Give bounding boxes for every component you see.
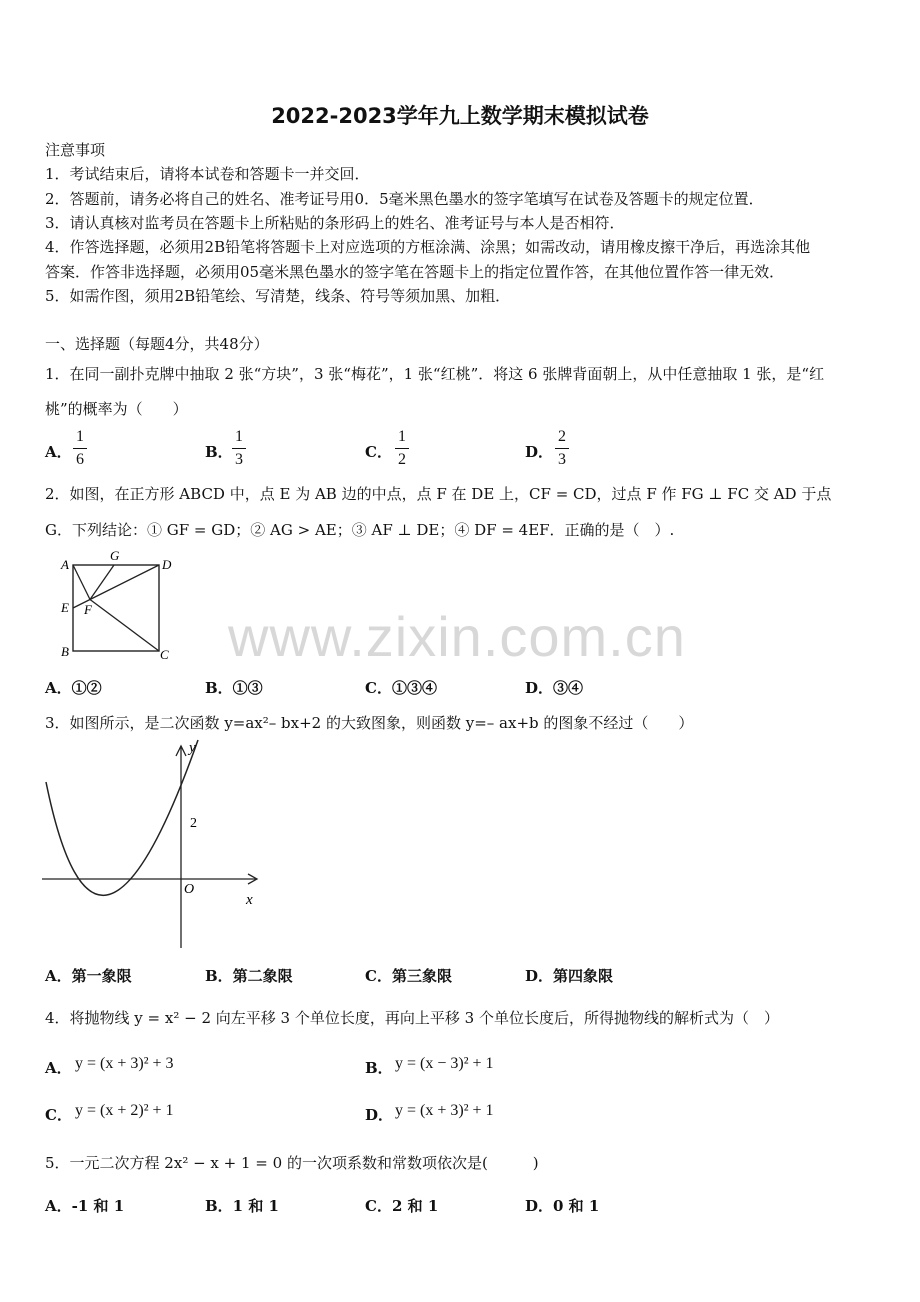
label-e: E	[61, 600, 69, 615]
label-c: C	[160, 647, 169, 660]
label-b: B	[61, 644, 69, 659]
numerator: 1	[398, 428, 406, 445]
notice-item-5: 5．如需作图，须用2B铅笔绘、写清楚，线条、符号等须加黑、加粗．	[45, 287, 511, 305]
label-d: D	[162, 557, 172, 572]
q5-option-d: D．0 和 1	[525, 1197, 600, 1215]
q5-text-line1: 5．一元二次方程 2x² − x + 1 = 0 的一次项系数和常数项依次是( )	[45, 1154, 539, 1172]
y-axis-label: y	[189, 740, 196, 756]
q4-option-b-expr: y = (x − 3)² + 1	[395, 1055, 494, 1072]
y-intercept-label: 2	[190, 816, 197, 831]
segment-fg	[90, 565, 114, 600]
fraction-bar	[232, 448, 246, 449]
page-title: 2022-2023学年九上数学期末模拟试卷	[271, 104, 649, 128]
q4-option-a-expr: y = (x + 3)² + 3	[75, 1055, 174, 1072]
notice-heading: 注意事项	[45, 141, 106, 159]
label-g: G	[110, 548, 120, 563]
segment-fc	[90, 600, 159, 652]
q3-parabola-graph	[38, 738, 268, 953]
q4-option-d-expr: y = (x + 3)² + 1	[395, 1102, 494, 1119]
segment-af	[73, 565, 90, 600]
q1-option-a-fraction	[73, 428, 87, 469]
q4-text-line1: 4．将抛物线 y = x² − 2 向左平移 3 个单位长度，再向上平移 3 个单位长度后，所得抛物线的解析式为（ ）	[45, 1009, 779, 1027]
q2-option-d: D．③④	[525, 679, 584, 697]
q1-option-a-label: A．	[45, 443, 72, 461]
q5-option-c: C．2 和 1	[365, 1197, 439, 1215]
watermark: www.zixin.com.cn	[228, 605, 686, 668]
notice-item-2: 2．答题前，请务必将自己的姓名、准考证号用0．5毫米黑色墨水的签字笔填写在试卷及答题卡的规定位置．	[45, 190, 764, 208]
label-a: A	[61, 557, 69, 572]
denominator: 3	[558, 451, 566, 468]
denominator: 2	[398, 451, 406, 468]
q4-option-c-expr: y = (x + 2)² + 1	[75, 1102, 174, 1119]
q1-option-b-label: B．	[205, 443, 233, 461]
fraction-bar	[555, 448, 569, 449]
notice-item-4: 4．作答选择题，必须用2B铅笔将答题卡上对应选项的方框涂满、涂黑；如需改动，请用橡皮擦干净后，再选涂其他	[45, 238, 811, 256]
denominator: 3	[235, 451, 243, 468]
numerator: 1	[76, 428, 84, 445]
q2-square-figure	[58, 548, 178, 660]
q4-option-b-label: B．	[365, 1059, 393, 1077]
q1-option-c-label: C．	[365, 443, 392, 461]
q3-option-b: B．第二象限	[205, 967, 293, 985]
notice-item-4-cont: 答案．作答非选择题，必须用05毫米黑色墨水的签字笔在答题卡上的指定位置作答，在其他位置作答一律无效．	[45, 263, 785, 281]
q4-option-a-label: A．	[45, 1059, 72, 1077]
x-axis-label: x	[246, 892, 253, 908]
q4-option-c-label: C．	[45, 1106, 72, 1124]
q1-text-line1: 1．在同一副扑克牌中抽取 2 张“方块”，3 张“梅花”，1 张“红桃”．将这 6 张牌背面朝上，从中任意抽取 1 张，是“红	[45, 365, 825, 383]
denominator: 6	[76, 451, 84, 468]
q2-option-a: A．①②	[45, 679, 102, 697]
notice-item-1: 1．考试结束后，请将本试卷和答题卡一并交回．	[45, 165, 370, 183]
fraction-bar	[73, 448, 87, 449]
section-heading: 一、选择题（每题4分，共48分）	[45, 335, 269, 353]
q5-option-b: B．1 和 1	[205, 1197, 279, 1215]
q1-option-d-label: D．	[525, 443, 554, 461]
q3-option-a: A．第一象限	[45, 967, 132, 985]
q2-option-b: B．①③	[205, 679, 263, 697]
q3-option-c: C．第三象限	[365, 967, 452, 985]
fraction-bar	[395, 448, 409, 449]
numerator: 1	[235, 428, 243, 445]
q1-option-b-fraction	[232, 428, 246, 469]
label-f: F	[84, 602, 92, 617]
q2-text-line1: 2．如图，在正方形 ABCD 中，点 E 为 AB 边的中点，点 F 在 DE 上，CF = CD，过点 F 作 FG ⊥ FC 交 AD 于点	[45, 485, 832, 503]
q5-option-a: A．-1 和 1	[45, 1197, 125, 1215]
q2-text-line2: G．下列结论：① GF = GD；② AG > AE；③ AF ⊥ DE；④ DF = 4EF．正确的是（ ）.	[45, 521, 675, 539]
notice-item-3: 3．请认真核对监考员在答题卡上所粘贴的条形码上的姓名、准考证号与本人是否相符．	[45, 214, 625, 232]
numerator: 2	[558, 428, 566, 445]
q4-option-d-label: D．	[365, 1106, 394, 1124]
parabola-curve	[46, 740, 198, 895]
q3-text-line1: 3．如图所示，是二次函数 y=ax²– bx+2 的大致图象，则函数 y=– ax+b 的图象不经过（ ）	[45, 714, 694, 732]
q1-option-d-fraction	[555, 428, 569, 469]
q1-option-c-fraction	[395, 428, 409, 469]
origin-label: O	[184, 882, 195, 897]
q1-text-line2: 桃”的概率为（ ）	[45, 400, 188, 418]
q2-option-c: C．①③④	[365, 679, 437, 697]
q3-option-d: D．第四象限	[525, 967, 614, 985]
